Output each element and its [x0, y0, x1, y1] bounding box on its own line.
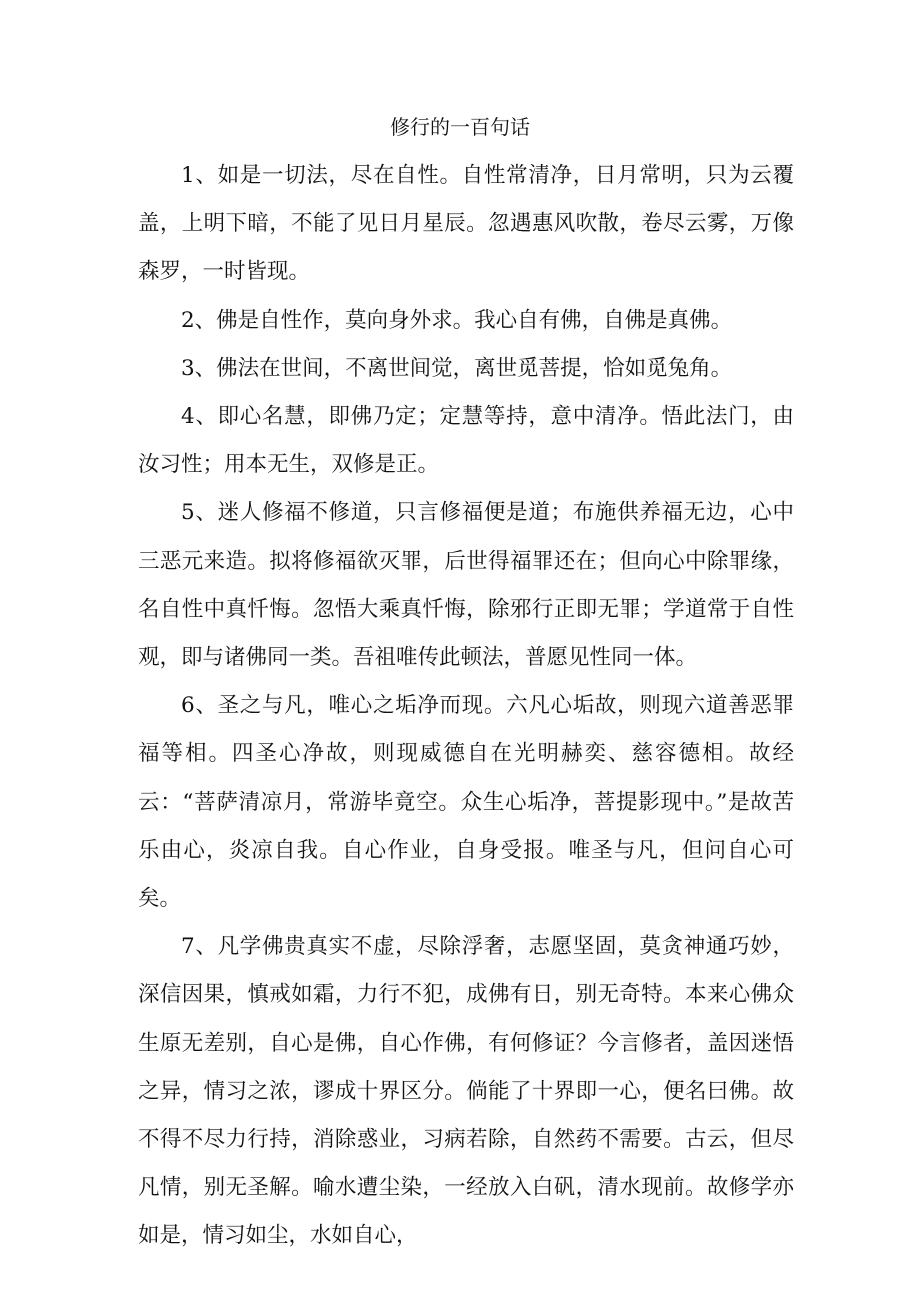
- document-body: [138, 152, 794, 1261]
- paragraph-1: 1、如是一切法，尽在自性。自性常清净，日月常明，只为云覆盖，上明下暗，不能了见日月星辰。忽遇惠风吹散，卷尽云雾，万像森罗，一时皆现。: [138, 163, 794, 285]
- paragraph-6: 6、圣之与凡，唯心之垢净而现。六凡心垢故，则现六道善恶罪福等相。四圣心净故，则现威德自在光明赫奕、慈容德相。故经云：“菩萨清凉月，常游毕竟空。众生心垢净，菩提影现中。”是故苦乐由心，炎凉自我。自心作业，自身受报。唯圣与凡，但问自心可矣。: [138, 693, 794, 912]
- paragraph-2: 2、佛是自性作，莫向身外求。我心自有佛，自佛是真佛。: [181, 307, 733, 333]
- paragraph-5: 5、迷人修福不修道，只言修福便是道；布施供养福无边，心中三恶元来造。拟将修福欲灭罪，后世得福罪还在；但向心中除罪缘，名自性中真忏悔。忽悟大乘真忏悔，除邪行正即无罪；学道常于自性观，即与诸佛同一类。吾祖唯传此顿法，普愿见性同一体。: [138, 500, 794, 671]
- paragraph-7: 7、凡学佛贵真实不虚，尽除浮奢，志愿坚固，莫贪神通巧妙，深信因果，慎戒如霜，力行不犯，成佛有日，别无奇特。本来心佛众生原无差别，自心是佛，自心作佛，有何修证？今言修者，盖因迷悟之异，情习之浓，谬成十界区分。倘能了十界即一心，便名曰佛。故不得不尽力行持，消除惑业，习病若除，自然药不需要。古云，但尽凡情，别无圣解。喻水遭尘染，一经放入白矾，清水现前。故修学亦如是，情习如尘，水如自心，: [138, 934, 794, 1249]
- paragraph-4: 4、即心名慧，即佛乃定；定慧等持，意中清净。悟此法门，由汝习性；用本无生，双修是正。: [138, 404, 794, 478]
- paragraph-3: 3、佛法在世间，不离世间觉，离世觅菩提，恰如觅兔角。: [181, 355, 733, 381]
- document-title: 修行的一百句话: [390, 115, 530, 139]
